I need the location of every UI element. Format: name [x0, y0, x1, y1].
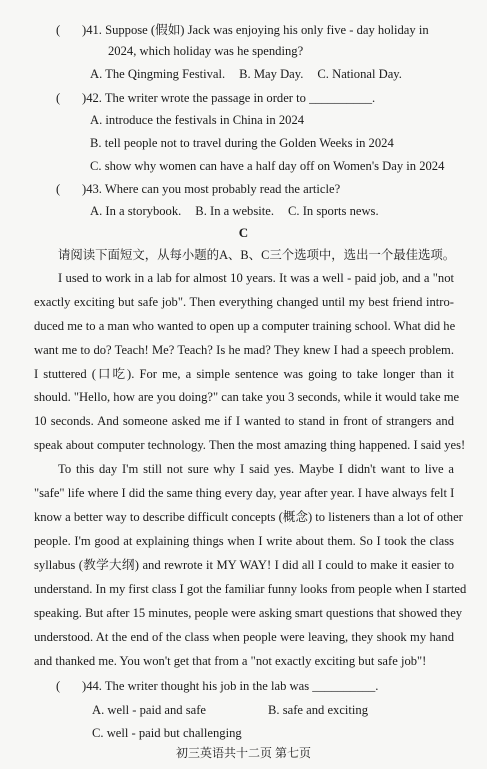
question-44-text: )44. The writer thought his job in the lab was __________.	[82, 679, 379, 693]
answer-bracket[interactable]: (	[56, 23, 61, 37]
passage-line: people. I'm good at explaining things when I write about them. So I took the class	[34, 534, 454, 548]
passage-line: To this day I'm still not sure why I said yes. Maybe I didn't want to live a	[58, 462, 454, 476]
question-44-option-b[interactable]: B. safe and exciting	[268, 703, 369, 717]
option-a[interactable]: A. The Qingming Festival.	[90, 67, 226, 81]
question-42	[56, 90, 487, 106]
passage-line: syllabus (教学大纲) and rewrote it MY WAY! I did all I could to make it easier to	[34, 558, 454, 572]
section-title: C	[238, 225, 249, 240]
passage-line: "safe" life where I did the same thing every day, year after year. I have always felt I	[34, 486, 455, 500]
passage-line: 10 seconds. And someone asked me if I wanted to stand in front of strangers and	[34, 414, 454, 428]
question-43-options	[90, 203, 487, 219]
option-b[interactable]: B. In a website.	[195, 204, 274, 218]
passage-line: exactly exciting but safe job". Then everything changed until my best friend intro-	[34, 295, 454, 309]
question-42-text: )42. The writer wrote the passage in order to __________.	[82, 91, 376, 105]
passage-line: I used to work in a lab for almost 10 years. It was a well - paid job, and a "not	[58, 271, 454, 285]
question-42-option-a[interactable]: A. introduce the festivals in China in 2024	[90, 113, 305, 127]
answer-bracket[interactable]: (	[56, 182, 61, 196]
question-44-option-a[interactable]: A. well - paid and safe	[92, 703, 207, 717]
answer-bracket[interactable]: (	[56, 679, 61, 693]
option-b[interactable]: B. May Day.	[239, 67, 304, 81]
passage-line: I stuttered (口吃). For me, a simple sentence was going to take longer than it	[34, 367, 454, 381]
answer-bracket[interactable]: (	[56, 91, 61, 105]
question-43	[56, 181, 487, 197]
passage-line: understood. At the end of the class when people were leaving, they shook my hand	[34, 630, 454, 644]
question-41-options	[90, 66, 487, 82]
question-42-option-b[interactable]: B. tell people not to travel during the Golden Weeks in 2024	[90, 136, 394, 150]
passage-line: want me to do? Teach! Me? Teach? Is he mad? They knew I had a speech problem.	[34, 343, 454, 357]
passage-line: duced me to a man who wanted to open up a computer training school. What did he	[34, 319, 456, 333]
page-footer: 初三英语共十二页 第七页	[175, 746, 311, 760]
option-c[interactable]: C. National Day.	[317, 67, 402, 81]
question-41-line-2: 2024, which holiday was he spending?	[108, 44, 304, 58]
passage-line: speaking. But after 15 minutes, people were asking smart questions that showed they	[34, 606, 463, 620]
instruction: 请阅读下面短文，从每小题的A、B、C三个选项中，选出一个最佳选项。	[58, 248, 456, 262]
option-a[interactable]: A. In a storybook.	[90, 204, 182, 218]
passage-line: speak about computer technology. Then the most amazing thing happened. I said yes!	[34, 438, 466, 452]
question-41-text: )41. Suppose (假如) Jack was enjoying his only five - day holiday in	[82, 23, 429, 37]
question-44	[56, 678, 487, 694]
passage-line: and thanked me. You won't get that from a "not exactly exciting but safe job"!	[34, 654, 427, 668]
passage-line: know a better way to describe difficult concepts (概念) to listeners than a lot of other	[34, 510, 463, 524]
question-44-option-c[interactable]: C. well - paid but challenging	[92, 726, 242, 740]
passage-line: understand. In my first class I got the familiar funny looks from people when I started	[34, 582, 467, 596]
option-c[interactable]: C. In sports news.	[288, 204, 379, 218]
question-41-line-1	[56, 22, 487, 38]
passage-line: should. "Hello, how are you doing?" can take you 3 seconds, while it would take me	[34, 390, 460, 404]
question-42-option-c[interactable]: C. show why women can have a half day off on Women's Day in 2024	[90, 159, 445, 173]
question-43-text: )43. Where can you most probably read the article?	[82, 182, 341, 196]
